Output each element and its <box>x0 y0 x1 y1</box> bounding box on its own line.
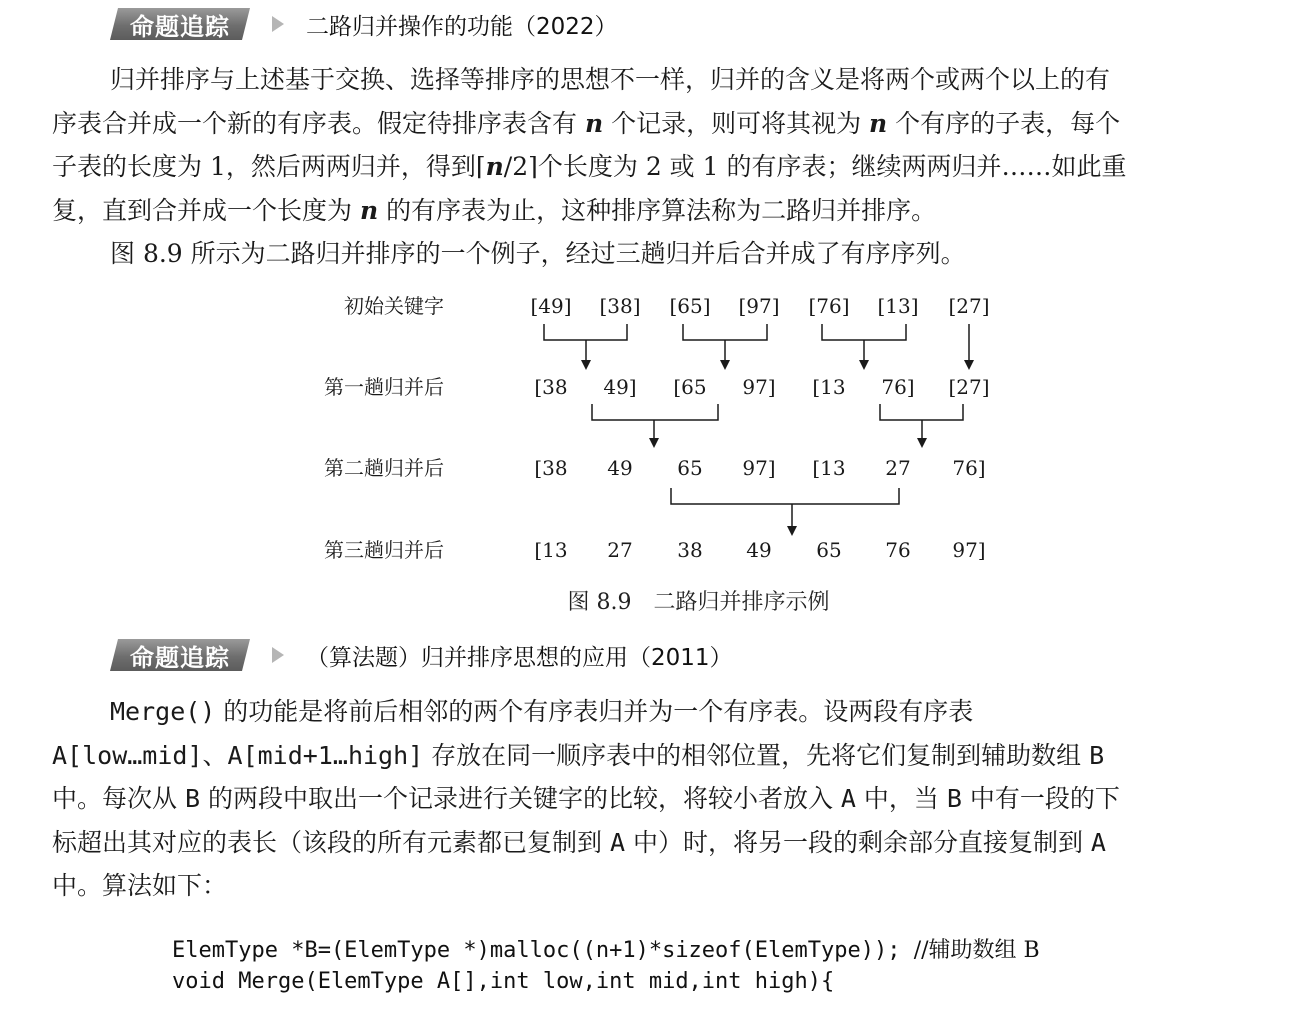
key-value: 49] <box>603 375 637 399</box>
code-line-1: ElemType *B=(ElemType *)malloc((n+1)*sizeof(ElemType)); //辅助数组 B <box>172 938 1040 963</box>
key-value: [13 <box>534 538 568 562</box>
play-triangle-icon <box>272 16 284 32</box>
merge-line-2: A[low…mid]、A[mid+1…high] 存放在同一顺序表中的相邻位置，先将它们复制到辅助数组 B <box>52 740 1105 770</box>
bracket-pass1-c <box>822 324 906 340</box>
bracket-pass2-b <box>880 404 963 420</box>
key-value: [13 <box>812 456 846 480</box>
key-value: [65 <box>673 375 707 399</box>
section-title: 二路归并操作的功能（2022） <box>306 13 618 40</box>
arrowhead-6 <box>917 438 927 448</box>
key-value: 38 <box>677 538 703 562</box>
key-value: [27] <box>948 375 990 399</box>
bracket-pass1-b <box>683 324 767 340</box>
arrowhead-4 <box>964 360 974 370</box>
topic-tag-label: 命题追踪 <box>130 12 230 41</box>
section-title: （算法题）归并排序思想的应用（2011） <box>306 644 733 671</box>
key-value: 76 <box>885 538 911 562</box>
intro-paragraph <box>52 58 1252 232</box>
key-value: 76] <box>881 375 915 399</box>
figure-caption: 图 8.9 二路归并排序示例 <box>567 590 830 615</box>
key-value: [13 <box>812 375 846 399</box>
key-value: [38 <box>534 375 568 399</box>
intro-line-2: 序表合并成一个新的有序表。假定待排序表含有 n 个记录，则可将其视为 n 个有序的子表，每个 <box>52 108 1121 138</box>
key-value: 49 <box>607 456 633 480</box>
bracket-pass3 <box>671 488 899 504</box>
merge-description <box>52 690 1252 908</box>
merge-line-1: Merge() 的功能是将前后相邻的两个有序表归并为一个有序表。设两段有序表 <box>110 697 974 726</box>
key-value: 65 <box>677 456 703 480</box>
merge-line-4: 标超出其对应的表长（该段的所有元素都已复制到 A 中）时，将另一段的剩余部分直接复制到 A <box>52 827 1106 857</box>
bracket-pass1-a <box>544 324 627 340</box>
code-block <box>172 904 1040 1028</box>
key-value: [65] <box>669 294 711 318</box>
key-value: 65 <box>816 538 842 562</box>
key-value: 97] <box>742 375 776 399</box>
section-header-2 <box>110 637 733 673</box>
key-value: 97] <box>742 456 776 480</box>
key-value: [38] <box>599 294 641 318</box>
arrowhead-1 <box>581 360 591 370</box>
key-value: [97] <box>738 294 780 318</box>
intro-line-1: 归并排序与上述基于交换、选择等排序的思想不一样，归并的含义是将两个或两个以上的有 <box>110 65 1111 94</box>
arrowhead-2 <box>720 360 730 370</box>
merge-line-5: 中。算法如下： <box>52 871 228 900</box>
arrowhead-3 <box>859 360 869 370</box>
code-line-2: void Merge(ElemType A[],int low,int mid,int high){ <box>172 969 835 994</box>
figure-reference-text: 图 8.9 所示为二路归并排序的一个例子，经过三趟归并后合并成了有序序列。 <box>110 239 966 268</box>
intro-line-4: 复，直到合并成一个长度为 n 的有序表为止，这种排序算法称为二路归并排序。 <box>52 195 937 225</box>
key-value: [49] <box>530 294 572 318</box>
bracket-pass2-a <box>592 404 718 420</box>
key-value: [38 <box>534 456 568 480</box>
topic-tag <box>110 8 250 40</box>
arrowhead-7 <box>787 526 797 536</box>
section-header-1 <box>110 6 618 42</box>
key-value: 97] <box>952 538 986 562</box>
topic-tag-label: 命题追踪 <box>130 643 230 672</box>
row-label: 初始关键字 <box>344 294 444 318</box>
arrowhead-5 <box>649 438 659 448</box>
key-value: [76] <box>808 294 850 318</box>
key-value: [27] <box>948 294 990 318</box>
row-label: 第一趟归并后 <box>324 375 444 399</box>
merge-line-3: 中。每次从 B 的两段中取出一个记录进行关键字的比较，将较小者放入 A 中，当 B 中有一段的下 <box>52 784 1120 813</box>
key-value: 27 <box>607 538 633 562</box>
key-value: [13] <box>877 294 919 318</box>
row-label: 第三趟归并后 <box>324 538 444 562</box>
figure-arrowheads <box>581 360 974 536</box>
figure-rows <box>324 294 990 562</box>
topic-tag <box>110 639 250 671</box>
key-value: 49 <box>746 538 772 562</box>
intro-line-3: 子表的长度为 1，然后两两归并，得到⌈n/2⌉个长度为 2 或 1 的有序表；继续两两归并……如此重 <box>52 152 1127 181</box>
key-value: 76] <box>952 456 986 480</box>
play-triangle-icon <box>272 647 284 663</box>
row-label: 第二趟归并后 <box>324 456 444 480</box>
key-value: 27 <box>885 456 911 480</box>
figure-brackets <box>544 324 969 528</box>
